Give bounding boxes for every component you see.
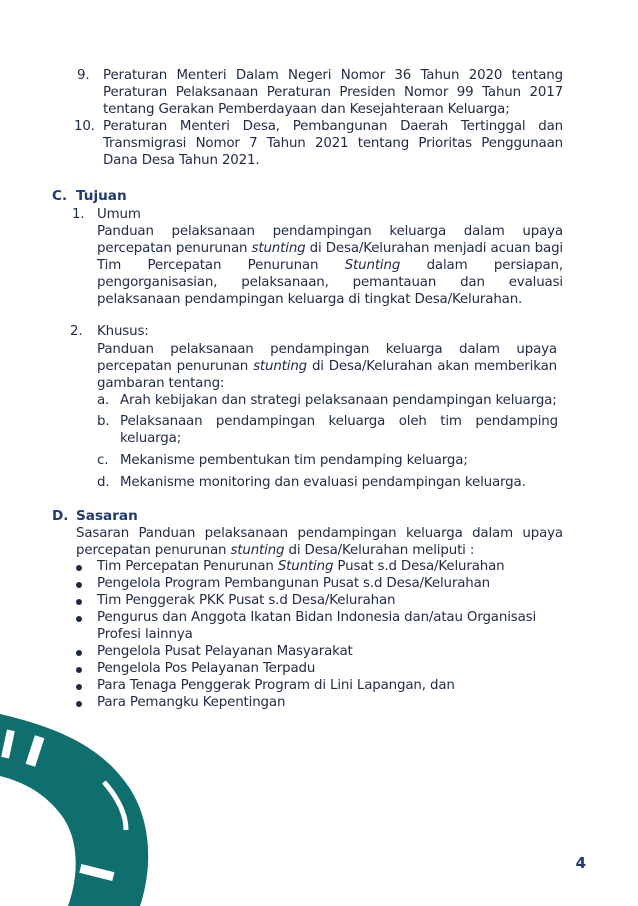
khusus-number: 2.	[70, 324, 83, 339]
list-item-10: Peraturan Menteri Desa, Pembangunan Daerah Tertinggal dan Transmigrasi Nomor 7 Tahun 2021 tentang Prioritas Penggunaan Dana Desa Tahun 2021.	[103, 119, 563, 168]
section-c-title: Tujuan	[76, 188, 127, 204]
khusus-item-b: Pelaksanaan pendampingan keluarga oleh tim pendamping keluarga;	[120, 414, 558, 446]
sasaran-bullet-1: Tim Percepatan Penurunan Stunting Pusat s.d Desa/Kelurahan	[97, 559, 505, 574]
umum-label: Umum	[97, 207, 141, 222]
sasaran-bullet-3: Tim Penggerak PKK Pusat s.d Desa/Kelurahan	[97, 593, 396, 608]
umum-number: 1.	[72, 207, 85, 222]
decorative-band	[0, 700, 200, 906]
khusus-label: Khusus:	[97, 324, 149, 339]
sasaran-bullet-8: Para Pemangku Kepentingan	[97, 695, 286, 710]
khusus-item-c-letter: c.	[97, 453, 109, 468]
sasaran-bullet-4: Pengurus dan Anggota Ikatan Bidan Indonesia dan/atau Organisasi Profesi lainnya	[97, 610, 537, 642]
khusus-item-a: Arah kebijakan dan strategi pelaksanaan pendampingan keluarga;	[120, 393, 557, 408]
bullet-dot	[76, 616, 82, 622]
page-number: 4	[575, 854, 586, 872]
section-d-title: Sasaran	[76, 508, 138, 524]
sasaran-intro: Sasaran Panduan pelaksanaan pendampingan keluarga dalam upaya percepatan penurunan stunting di Desa/Kelurahan meliputi :	[76, 526, 563, 558]
khusus-item-d: Mekanisme monitoring dan evaluasi pendampingan keluarga.	[120, 475, 526, 490]
section-c-letter: C.	[52, 188, 68, 204]
sasaran-bullet-2: Pengelola Program Pembangunan Pusat s.d Desa/Kelurahan	[97, 576, 491, 591]
khusus-item-b-letter: b.	[97, 414, 110, 429]
khusus-item-a-letter: a.	[97, 393, 110, 408]
sasaran-bullet-5: Pengelola Pusat Pelayanan Masyarakat	[97, 644, 353, 659]
khusus-paragraph: Panduan pelaksanaan pendampingan keluarga dalam upaya percepatan penurunan stunting di Desa/Kelurahan akan memberikan gambaran tentang:	[97, 342, 557, 391]
sasaran-bullet-6: Pengelola Pos Pelayanan Terpadu	[97, 661, 316, 676]
sasaran-bullet-7: Para Tenaga Penggerak Program di Lini Lapangan, dan	[97, 678, 455, 693]
khusus-item-d-letter: d.	[97, 475, 110, 490]
khusus-item-c: Mekanisme pembentukan tim pendamping keluarga;	[120, 453, 468, 468]
bullet-dot	[76, 684, 82, 690]
bullet-dot	[76, 599, 82, 605]
bullet-dot	[76, 667, 82, 673]
bullet-dot	[76, 565, 82, 571]
list-number-9: 9.	[77, 68, 90, 83]
bullet-dot	[76, 650, 82, 656]
list-number-10: 10.	[74, 119, 95, 134]
list-item-9: Peraturan Menteri Dalam Negeri Nomor 36 Tahun 2020 tentang Peraturan Pelaksanaan Peraturan Presiden Nomor 99 Tahun 2017 tentang Gerakan Pemberdayaan dan Kesejahteraan Keluarga;	[103, 68, 563, 117]
section-d-letter: D.	[52, 508, 69, 524]
bullet-dot	[76, 582, 82, 588]
umum-paragraph: Panduan pelaksanaan pendampingan keluarga dalam upaya percepatan penurunan stunting di Desa/Kelurahan menjadi acuan bagi Tim Percepatan Penurunan Stunting dalam persiapan, pengorganisasian, pelaksanaan, pemantauan dan evaluasi pelaksanaan pendampingan keluarga di tingkat Desa/Kelurahan.	[97, 224, 564, 307]
